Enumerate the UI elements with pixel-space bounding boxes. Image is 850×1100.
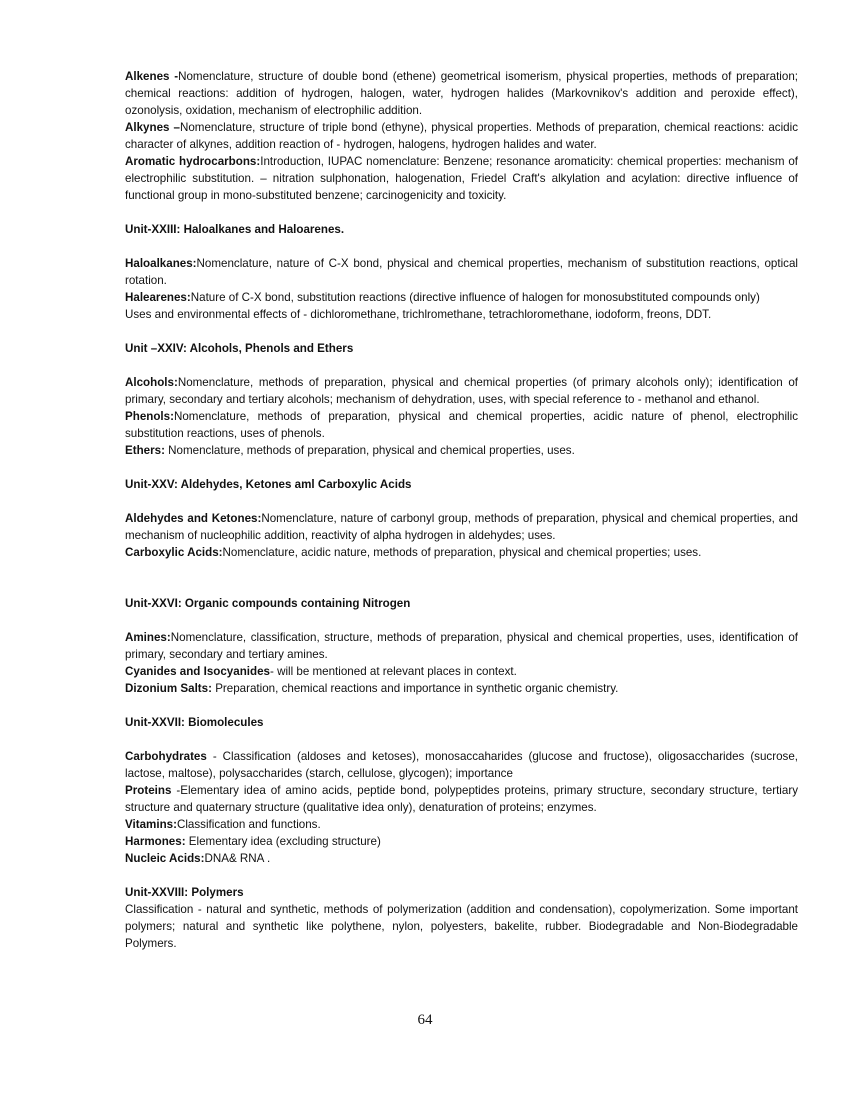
unit-heading: Unit-XXVIII: Polymers <box>125 886 244 899</box>
topic-text: Nomenclature, structure of triple bond (ethyne), physical properties. Methods of preparation, chemical reactions: acidic character of alkynes, addition reaction of - hydrogen, halogens, hydrogen halides and water. <box>125 121 798 151</box>
syllabus-paragraph <box>125 663 798 680</box>
topic-lead: Nucleic Acids: <box>125 852 205 865</box>
syllabus-paragraph <box>125 408 798 442</box>
syllabus-paragraph <box>125 289 798 306</box>
topic-text: Nomenclature, structure of double bond (ethene) geometrical isomerism, physical properties, methods of preparation; chemical reactions: addition of hydrogen, halogen, water, hydrogen halides (Markovnikov's addition and peroxide effect), ozonolysis, oxidation, mechanism of electrophilic addition. <box>125 70 798 117</box>
syllabus-paragraph <box>125 153 798 204</box>
topic-lead: Proteins <box>125 784 172 797</box>
topic-lead: Alkynes – <box>125 121 180 134</box>
spacer <box>125 493 798 510</box>
spacer <box>125 697 798 714</box>
topic-lead: Halearenes: <box>125 291 191 304</box>
topic-lead: Aromatic hydrocarbons: <box>125 155 261 168</box>
topic-lead: Ethers: <box>125 444 165 457</box>
syllabus-paragraph <box>125 782 798 816</box>
topic-lead: Cyanides and Isocyanides <box>125 665 270 678</box>
topic-text: Preparation, chemical reactions and importance in synthetic organic chemistry. <box>211 682 619 695</box>
topic-text: - will be mentioned at relevant places in context. <box>269 665 517 678</box>
spacer <box>125 357 798 374</box>
spacer <box>125 204 798 221</box>
syllabus-paragraph <box>125 510 798 544</box>
syllabus-paragraph <box>125 901 798 952</box>
topic-text: -Elementary idea of amino acids, peptide bond, polypeptides proteins, primary structure, secondary structure, tertiary structure and quaternary structure (qualitative idea only), denaturation of proteins; enzymes. <box>125 784 798 814</box>
unit-heading: Unit-XXVII: Biomolecules <box>125 716 264 729</box>
syllabus-paragraph <box>125 119 798 153</box>
syllabus-paragraph <box>125 629 798 663</box>
topic-text: Classification and functions. <box>176 818 321 831</box>
syllabus-paragraph <box>125 68 798 119</box>
topic-text: Nomenclature, acidic nature, methods of preparation, physical and chemical properties; uses. <box>222 546 702 559</box>
document-body <box>125 68 798 952</box>
topic-lead: Alkenes - <box>125 70 179 83</box>
spacer <box>125 238 798 255</box>
syllabus-paragraph <box>125 850 798 867</box>
spacer <box>125 459 798 476</box>
topic-lead: Dizonium Salts: <box>125 682 212 695</box>
unit-heading: Unit-XXV: Aldehydes, Ketones aml Carboxylic Acids <box>125 478 412 491</box>
syllabus-paragraph <box>125 816 798 833</box>
syllabus-paragraph <box>125 374 798 408</box>
topic-text: Nomenclature, methods of preparation, physical and chemical properties, uses. <box>164 444 575 457</box>
spacer <box>125 323 798 340</box>
topic-lead: Aldehydes and Ketones: <box>125 512 262 525</box>
topic-lead: Haloalkanes: <box>125 257 197 270</box>
topic-text: Nature of C-X bond, substitution reactions (directive influence of halogen for monosubstituted compounds only) <box>190 291 760 304</box>
topic-text: Classification - natural and synthetic, methods of polymerization (addition and condensation), copolymerization. Some important polymers; natural and synthetic like polythene, nylon, polyesters, bakelite, rubber. Biodegradable and Non-Biodegradable Polymers. <box>125 903 798 950</box>
unit-heading: Unit-XXVI: Organic compounds containing Nitrogen <box>125 597 411 610</box>
topic-text: Uses and environmental effects of - dichloromethane, trichlromethane, tetrachloromethane, iodoform, freons, DDT. <box>125 308 712 321</box>
topic-text: Nomenclature, methods of preparation, physical and chemical properties, acidic nature of phenol, electrophilic substitution reactions, uses of phenols. <box>125 410 798 440</box>
unit-heading: Unit-XXIII: Haloalkanes and Haloarenes. <box>125 223 345 236</box>
spacer <box>125 561 798 595</box>
page-number: 64 <box>417 1012 433 1028</box>
topic-text: Introduction, IUPAC nomenclature: Benzene; resonance aromaticity: chemical properties: mechanism of electrophilic substitution. – nitration sulphonation, halogenation, Friedel Craft's alkylation and acylation: directive influence of functional group in mono-substituted benzene; carcinogenicity and toxicity. <box>125 155 798 202</box>
syllabus-paragraph <box>125 442 798 459</box>
topic-lead: Alcohols: <box>125 376 178 389</box>
topic-lead: Carbohydrates <box>125 750 207 763</box>
topic-text: Nomenclature, classification, structure, methods of preparation, physical and chemical properties, uses, identification of primary, secondary and tertiary amines. <box>125 631 798 661</box>
topic-text: - Classification (aldoses and ketoses), monosaccaharides (glucose and fructose), oligosaccharides (sucrose, lactose, maltose), polysaccharides (starch, cellulose, glycogen); importance <box>125 750 798 780</box>
syllabus-paragraph <box>125 255 798 289</box>
syllabus-paragraph <box>125 833 798 850</box>
topic-lead: Phenols: <box>125 410 174 423</box>
topic-lead: Carboxylic Acids: <box>125 546 223 559</box>
topic-text: Nomenclature, methods of preparation, physical and chemical properties (of primary alcohols only); identification of primary, secondary and tertiary alcohols; mechanism of dehydration, uses, with special reference to - methanol and ethanol. <box>125 376 798 406</box>
topic-lead: Vitamins: <box>125 818 177 831</box>
unit-heading: Unit –XXIV: Alcohols, Phenols and Ethers <box>125 342 354 355</box>
topic-text: DNA& RNA . <box>204 852 271 865</box>
spacer <box>125 867 798 884</box>
syllabus-paragraph <box>125 544 798 561</box>
syllabus-paragraph <box>125 748 798 782</box>
spacer <box>125 612 798 629</box>
spacer <box>125 731 798 748</box>
syllabus-paragraph <box>125 680 798 697</box>
syllabus-paragraph <box>125 306 798 323</box>
topic-lead: Harmones: <box>125 835 186 848</box>
topic-text: Elementary idea (excluding structure) <box>185 835 381 848</box>
topic-text: Nomenclature, nature of C-X bond, physical and chemical properties, mechanism of substitution reactions, optical rotation. <box>125 257 798 287</box>
topic-lead: Amines: <box>125 631 171 644</box>
topic-text: Nomenclature, nature of carbonyl group, methods of preparation, physical and chemical properties, and mechanism of nucleophilic addition, reactivity of alpha hydrogen in aldehydes; uses. <box>125 512 798 542</box>
